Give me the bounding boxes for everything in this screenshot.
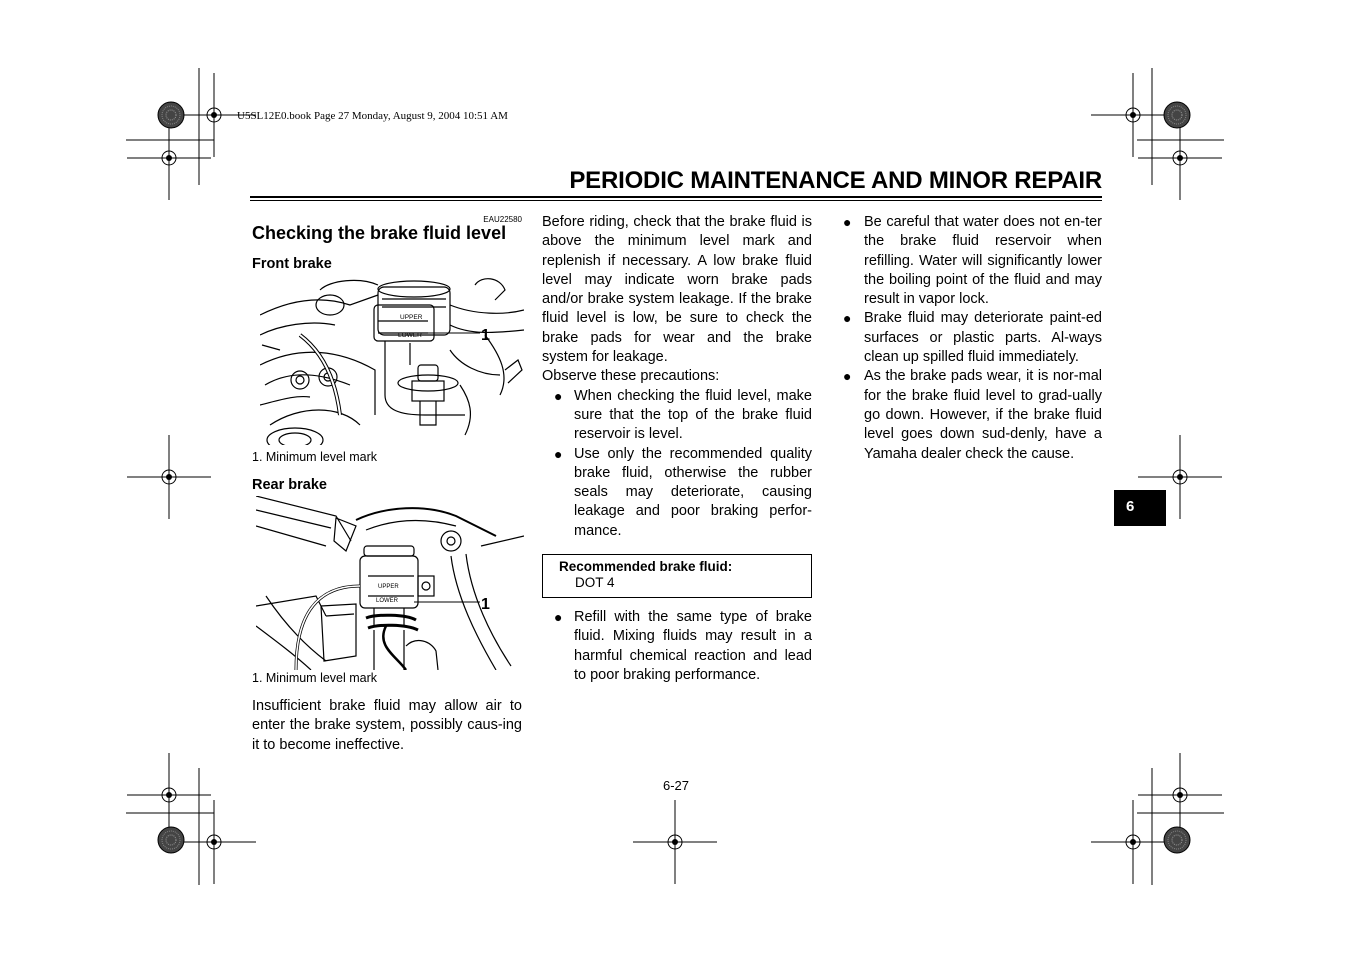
crosshair-left-bottom — [127, 753, 211, 837]
list-item: ● Be careful that water does not en-ter the brake fluid reservoir when refilling. Water will significantly lower the boiling point of the fluid and may result in vapor lock. — [843, 214, 1102, 308]
crosshair-left-mid — [127, 435, 211, 519]
chapter-tab: 6 — [1114, 490, 1166, 526]
list-item: ● As the brake pads wear, it is nor-mal for the brake fluid level to grad-ually go down. However, if the brake fluid level goes down sud-denly, have a Yamaha dealer check the cause. — [843, 368, 1102, 462]
recommended-fluid-value: DOT 4 — [575, 575, 615, 590]
rear-brake-caption: 1. Minimum level mark — [252, 671, 378, 685]
middle-column — [542, 213, 812, 541]
crosshair-bottom-center — [633, 800, 717, 884]
disc-top-left — [158, 102, 184, 128]
rear-brake-illustration — [256, 496, 524, 670]
recommended-fluid-label: Recommended brake fluid: — [559, 559, 733, 574]
front-brake-illustration — [260, 275, 524, 445]
precautions-list — [542, 387, 812, 541]
cautions-list — [843, 213, 1102, 464]
upper-mark-label: UPPER — [378, 584, 399, 590]
disc-top-right — [1164, 102, 1190, 128]
right-column — [843, 213, 1102, 464]
observe-text: Observe these precautions: — [542, 368, 720, 385]
upper-mark-label: UPPER — [400, 314, 423, 321]
crosshair-right-bottom — [1138, 753, 1222, 837]
intro-paragraph: Before riding, check that the brake fluid is above the minimum level mark and replenish if necessary. A low brake fluid level may indicate worn brake pads and/or brake system leakage. If the brake fluid level is low, be sure to check the brake pads for wear and the brake system for leakage. — [542, 214, 812, 366]
crosshair-top-right — [1091, 73, 1175, 157]
page-number: 6-27 — [662, 778, 690, 793]
front-brake-caption: 1. Minimum level mark — [252, 450, 378, 464]
disc-bottom-left — [158, 827, 184, 853]
bullet-icon: ● — [554, 445, 563, 462]
middle-column-after-box — [542, 608, 812, 685]
bullet-icon: ● — [843, 310, 852, 327]
list-item: ● Refill with the same type of brake fluid. Mixing fluids may result in a harmful chemical reaction and lead to poor braking performance. — [554, 609, 812, 683]
bullet-icon: ● — [554, 387, 563, 404]
section-heading: Checking the brake fluid level — [252, 223, 507, 243]
list-item: ● When checking the fluid level, make sure that the top of the brake fluid reservoir is level. — [554, 387, 812, 443]
refill-list — [542, 608, 812, 685]
section-title: PERIODIC MAINTENANCE AND MINOR REPAIR — [569, 167, 1102, 194]
rear-brake-heading: Rear brake — [252, 477, 327, 493]
recommended-fluid-box — [542, 554, 812, 598]
crosshair-left-top — [127, 116, 211, 200]
title-rule-thick — [250, 196, 1102, 198]
list-item: ● Brake fluid may deteriorate paint-ed surfaces or plastic parts. Al-ways clean up spilled fluid immediately. — [843, 310, 1102, 366]
crosshair-right-top — [1138, 116, 1222, 200]
title-rule-thin — [250, 200, 1102, 201]
front-callout-number: 1 — [481, 327, 490, 344]
lower-mark-label: LOWER — [398, 332, 422, 339]
lower-mark-label: LOWER — [376, 598, 399, 604]
disc-bottom-right — [1164, 827, 1190, 853]
front-brake-heading: Front brake — [252, 256, 332, 272]
bullet-icon: ● — [554, 609, 563, 625]
bullet-icon: ● — [843, 214, 852, 230]
insufficient-fluid-paragraph: Insufficient brake fluid may allow air to enter the brake system, possibly caus-ing it to become ineffective. — [252, 698, 522, 753]
document-code: EAU22580 — [483, 215, 522, 224]
list-item: ● Use only the recommended quality brake fluid, otherwise the rubber seals may deteriorate, causing leakage and poor braking perfor-mance. — [554, 445, 812, 539]
file-info: U5SL12E0.book Page 27 Monday, August 9, 2004 10:51 AM — [237, 110, 508, 122]
bullet-icon: ● — [843, 368, 852, 385]
rear-callout-number: 1 — [481, 596, 490, 613]
